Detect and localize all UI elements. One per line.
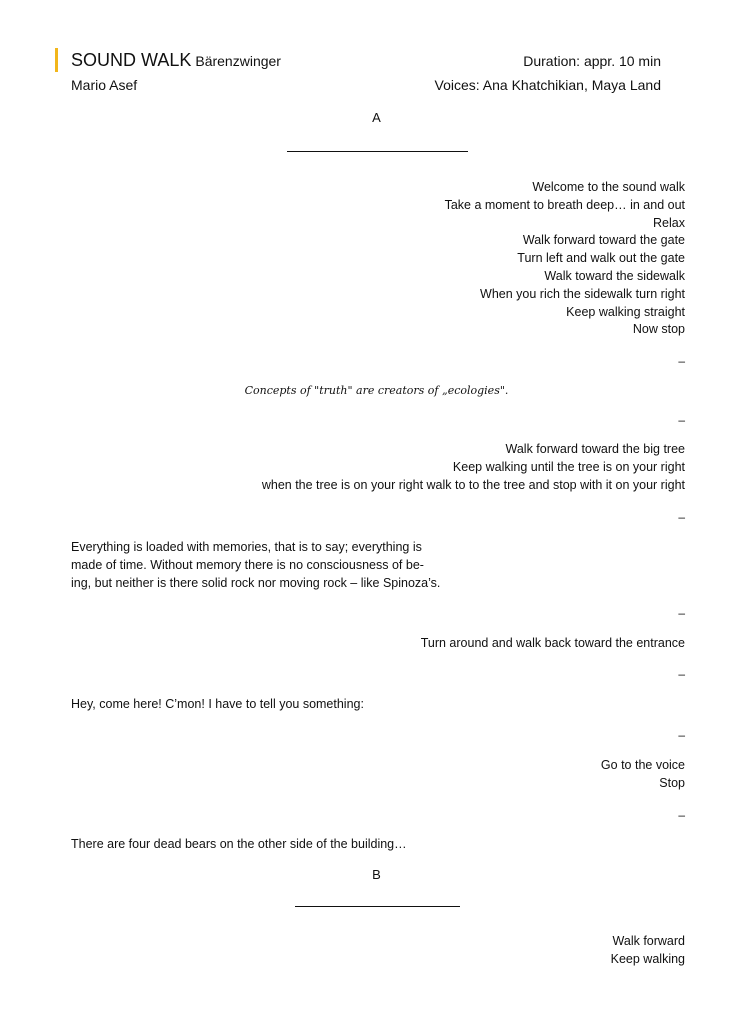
separator-dash: – xyxy=(678,728,685,742)
separator-dash: – xyxy=(678,606,685,620)
instruction-line: Now stop xyxy=(632,322,685,337)
separator-dash: – xyxy=(678,413,685,427)
instruction-block-1 xyxy=(445,179,685,339)
paragraph-line: ing, but neither is there solid rock nor moving rock – like Spinoza’s. xyxy=(71,575,441,590)
duration: Duration: appr. 10 min xyxy=(523,53,661,69)
instruction-line: Keep walking until the tree is on your right xyxy=(452,459,685,474)
instruction-line: Walk toward the sidewalk xyxy=(544,268,685,283)
instruction-block-b1 xyxy=(611,933,685,969)
instruction-block-2 xyxy=(262,441,685,494)
instruction-line: Take a moment to breath deep… in and out xyxy=(444,197,685,212)
instruction-line: Welcome to the sound walk xyxy=(532,180,685,194)
instruction-line: Keep walking xyxy=(610,951,685,966)
quote: Concepts of "truth" are creators of „ecologies". xyxy=(244,384,509,397)
instruction-line: Stop xyxy=(659,775,685,790)
paragraph-line: Everything is loaded with memories, that is to say; everything is xyxy=(71,540,422,554)
separator-dash: – xyxy=(678,510,685,524)
document-title xyxy=(71,48,281,73)
paragraph-come-here: Hey, come here! C’mon! I have to tell you something: xyxy=(71,697,364,711)
title-text: SOUND WALK xyxy=(71,50,192,70)
paragraph-memory xyxy=(71,539,471,592)
paragraph-bears: There are four dead bears on the other side of the building… xyxy=(71,837,407,851)
section-label-a: A xyxy=(372,110,381,125)
instruction-block-4 xyxy=(601,757,685,793)
instruction-line: Relax xyxy=(653,215,685,230)
accent-bar xyxy=(55,48,58,72)
instruction-line: When you rich the sidewalk turn right xyxy=(480,286,685,301)
paragraph-line: made of time. Without memory there is no consciousness of be- xyxy=(71,557,424,572)
instruction-line: Walk forward toward the big tree xyxy=(505,442,685,456)
separator-dash: – xyxy=(678,354,685,368)
instruction-line: Go to the voice xyxy=(600,758,685,772)
instruction-line: when the tree is on your right walk to to the tree and stop with it on your right xyxy=(261,477,685,492)
section-label-b: B xyxy=(372,867,381,882)
section-rule-a xyxy=(287,151,468,152)
instruction-block-3: Turn around and walk back toward the entrance xyxy=(420,636,685,650)
separator-dash: – xyxy=(678,808,685,822)
voices: Voices: Ana Khatchikian, Maya Land xyxy=(434,77,661,93)
author: Mario Asef xyxy=(71,77,138,93)
instruction-line: Turn left and walk out the gate xyxy=(517,251,685,266)
instruction-line: Walk forward xyxy=(612,934,685,948)
section-rule-b xyxy=(295,906,460,907)
separator-dash: – xyxy=(678,667,685,681)
instruction-line: Keep walking straight xyxy=(566,304,685,319)
title-subtitle: Bärenzwinger xyxy=(195,53,281,69)
instruction-line: Walk forward toward the gate xyxy=(522,233,685,248)
